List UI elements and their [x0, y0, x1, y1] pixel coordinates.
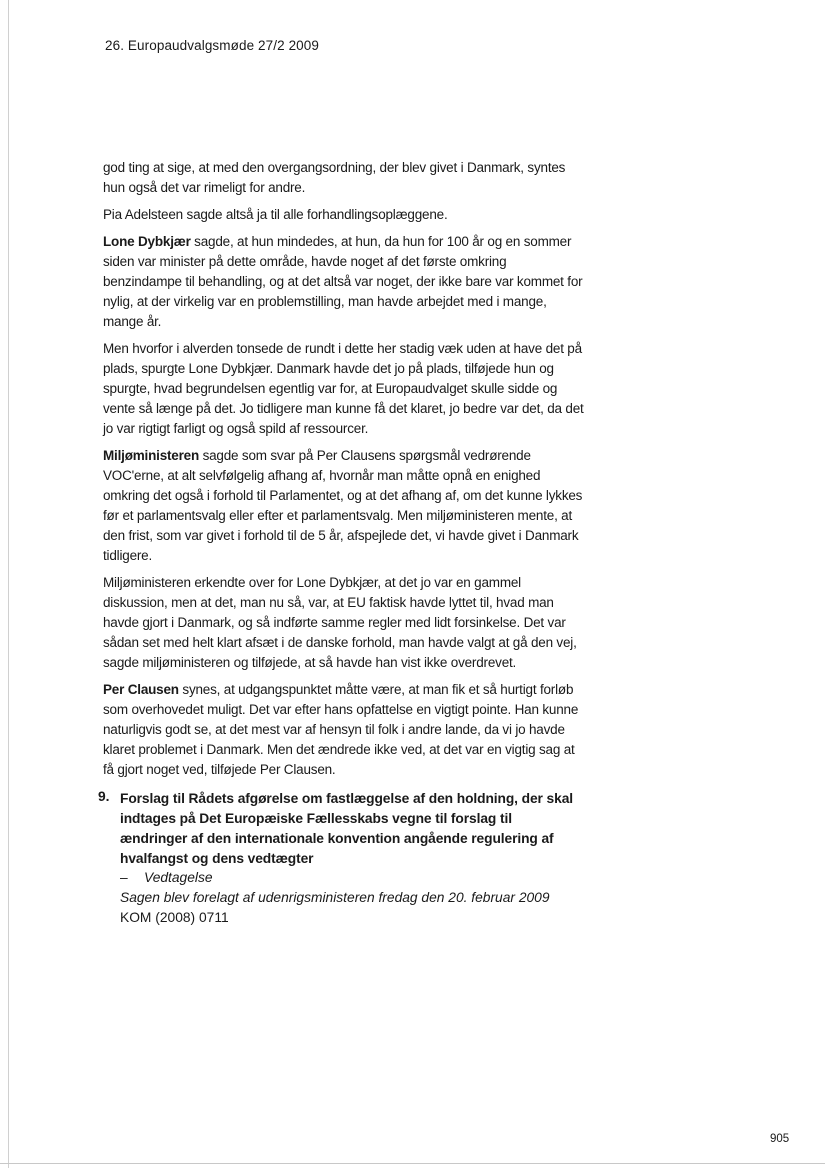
paragraph-3 [103, 339, 585, 439]
page-number: 905 [770, 1133, 790, 1145]
agenda-item-type: Vedtagelse [144, 870, 213, 885]
paragraph-2 [103, 232, 585, 332]
paragraph-text: Men hvorfor i alverden tonsede de rundt i dette her stadig væk uden at have det på plads, spurgte Lone Dybkjær. Danmark havde det jo på plads, tilføjede hun og spurgte, hvad begrundelsen egentlig var for, at Europaudvalget skulle sidde og vente så længe på det. Jo tidligere man kunne få det klaret, jo bedre var det, da det jo var rigtigt farligt og også spild af ressourcer. [103, 341, 584, 436]
paragraph-text: synes, at udgangspunktet måtte være, at man fik et så hurtigt forløb som overhovedet muligt. Det var efter hans opfattelse en vigtigt pointe. Han kunne naturligvis godt se, at det mest var af hensyn til folk i andre lande, da vi jo havde klaret problemet i Danmark. Men det ændrede ikke ved, at det var en vigtig sag at få gjort noget ved, tilføjede Per Clausen. [103, 682, 579, 777]
paragraph-4 [103, 446, 585, 566]
scan-left-edge [8, 0, 9, 1168]
paragraph-text: sagde som svar på Per Clausens spørgsmål vedrørende VOC'erne, at alt selvfølgelig afhang af, hvornår man måtte opnå en enighed omkring det også i forhold til Parlamentet, og at det afhang af, om det kunne lykkes før et parlamentsvalg eller efter et parlamentsvalg. Men miljøministeren mente, at den frist, som var givet i forhold til de 5 år, afspejlede det, vi havde givet i Danmark tidligere. [103, 448, 583, 563]
agenda-item-dash: – [120, 870, 128, 885]
paragraph-text: sagde, at hun mindedes, at hun, da hun for 100 år og en sommer siden var minister på dette område, havde noget af det første omkring benzindampe til behandling, og at det altså var noget, der ikke bare var kommet for nylig, at der virkelig var en problemstilling, man havde arbejdet med i mange, mange år. [103, 234, 583, 329]
speaker-name: Lone Dybkjær [103, 234, 191, 249]
minutes-body [103, 158, 585, 787]
speaker-name: Miljøministeren [103, 448, 200, 463]
paragraph-text: Pia Adelsteen sagde altså ja til alle forhandlingsoplæggene. [103, 207, 448, 222]
paragraph-1 [103, 205, 585, 225]
page-header: 26. Europaudvalgsmøde 27/2 2009 [105, 38, 319, 53]
agenda-item-note: Sagen blev forelagt af udenrigsministeren fredag den 20. februar 2009 [120, 890, 550, 905]
agenda-item-reference: KOM (2008) 0711 [120, 910, 229, 925]
paragraph-text: Miljøministeren erkendte over for Lone Dybkjær, at det jo var en gammel diskussion, men at det, man nu så, var, at EU faktisk havde lyttet til, hvad man havde gjort i Danmark, og så indførte samme regler med lidt forsinkelse. Det var sådan set med helt klart afsæt i de danske forhold, man havde valgt at gå den vej, sagde miljøministeren og tilføjede, at så havde han vist ikke overdrevet. [103, 575, 577, 670]
paragraph-0 [103, 158, 585, 198]
agenda-item-number: 9. [98, 789, 110, 804]
paragraph-5 [103, 573, 585, 673]
speaker-name: Per Clausen [103, 682, 179, 697]
agenda-item-title: Forslag til Rådets afgørelse om fastlæggelse af den holdning, der skal indtages på Det Europæiske Fællesskabs vegne til forslag til ændringer af den internationale konvention angående regulering af hvalfangst og dens vedtægter [120, 791, 574, 866]
paragraph-text: god ting at sige, at med den overgangsordning, der blev givet i Danmark, syntes hun også det var rimeligt for andre. [103, 160, 566, 195]
paragraph-6 [103, 680, 585, 780]
scan-bottom-edge [0, 1163, 825, 1164]
